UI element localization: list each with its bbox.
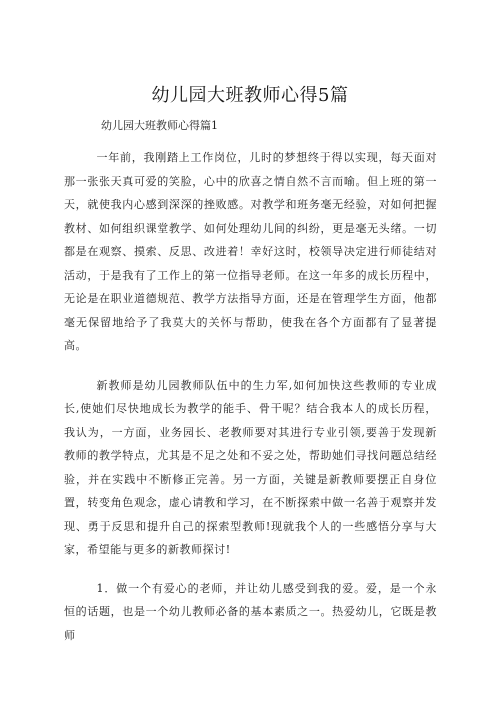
section-heading: 幼儿园大班教师心得篇1 [101,119,218,132]
document-body [64,146,437,647]
document-title: 幼儿园大班教师心得5篇 [151,85,349,106]
paragraph-3: 1．做一个有爱心的老师，并让幼儿感受到我的爱。爱，是一个永恒的话题，也是一个幼儿教师必备的基本素质之一。热爱幼儿，它既是教师 [64,581,437,642]
paragraph-1: 一年前，我刚踏上工作岗位，儿时的梦想终于得以实现，每天面对那一张张天真可爱的笑脸，心中的欣喜之情自然不言而喻。但上班的第一天，就使我内心感到深深的挫败感。对教学和班务毫无经验，对如何把握教材、如何组织课堂教学、如何处理幼儿间的纠纷，更是毫无头绪。一切都是在观察、摸索、反思、改进着！幸好这时，校领导决定进行师徒结对活动，于是我有了工作上的第一位指导老师。在这一年多的成长历程中，无论是在职业道德规范、教学方法指导方面，还是在管理学生方面，他都毫无保留地给予了我莫大的关怀与帮助，使我在各个方面都有了显著提高。 [64,151,437,352]
paragraph-2: 新教师是幼儿园教师队伍中的生力军,如何加快这些教师的专业成长,使她们尽快地成长为教学的能手、骨干呢？结合我本人的成长历程，我认为，一方面，业务园长、老教师要对其进行专业引领,要善于发现新教师的教学特点，尤其是不足之处和不妥之处，帮助她们寻找问题总结经验，并在实践中不断修正完善。另一方面，关键是新教师要摆正自身位置，转变角色观念，虚心请教和学习，在不断探索中做一名善于观察并发现、勇于反思和提升自己的探索型教师!现就我个人的一些感悟分享与大家，希望能与更多的新教师探讨! [64,378,437,556]
